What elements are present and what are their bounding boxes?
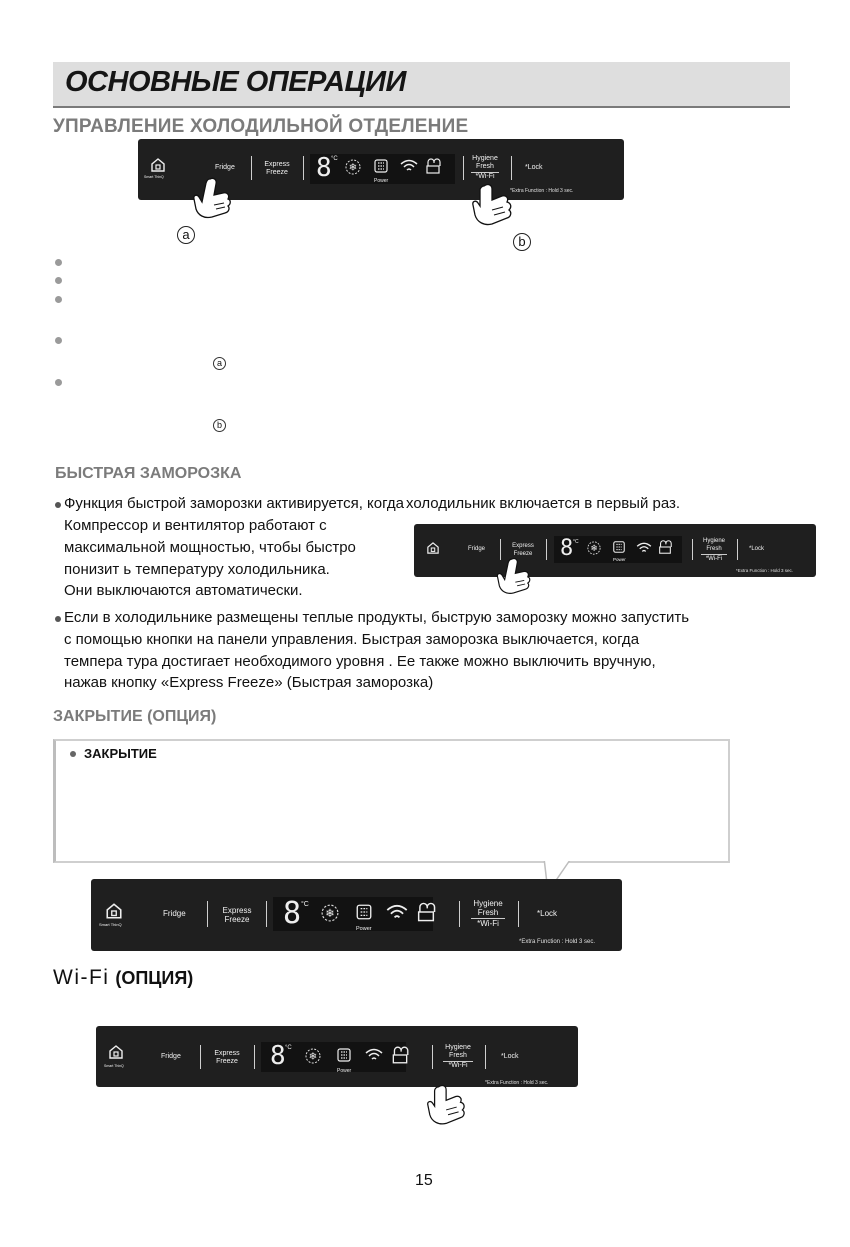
wifi-icon: [386, 904, 408, 926]
fridge-button[interactable]: Fridge: [163, 909, 186, 918]
hygiene-label: Hygiene: [472, 155, 498, 162]
degree-unit: °C: [285, 1045, 292, 1051]
power-label: Power: [356, 926, 372, 932]
extra-function-note: *Extra Function : Hold 3 sec.: [485, 1080, 549, 1086]
divider: [518, 901, 519, 927]
express-para1-line2: Компрессор и вентилятор работают с: [64, 517, 327, 534]
express-label: Express: [222, 906, 252, 915]
wifi-star: *: [475, 173, 479, 180]
lock-button[interactable]: *Lock: [749, 546, 765, 552]
express-para1-line5: Они выключаются автоматически.: [64, 582, 303, 599]
hand-pointer-icon: [425, 1080, 473, 1143]
section-heading-lock: ЗАКРЫТИЕ (ОПЦИЯ): [53, 708, 217, 725]
divider: [254, 1045, 255, 1069]
lock-icon: [657, 539, 673, 560]
express-para1-line3: максимальной мощностью, чтобы быстро: [64, 539, 356, 556]
svg-text:❄: ❄: [348, 162, 358, 174]
control-panel-2: [414, 524, 816, 577]
divider: [546, 539, 547, 560]
divider: [266, 901, 267, 927]
lock-button[interactable]: *Lock: [501, 1053, 519, 1060]
hygiene-label: Hygiene: [702, 538, 725, 544]
express-freeze-button[interactable]: [263, 161, 291, 177]
hygiene-fresh-button[interactable]: [701, 537, 727, 563]
divider: [207, 901, 208, 927]
bullet: [55, 296, 62, 303]
power-icon: [355, 903, 373, 926]
express-freeze-icon: [587, 541, 601, 560]
hygiene-fresh-button[interactable]: [443, 1044, 473, 1070]
callout-a: a: [177, 226, 195, 244]
express-para2-line1: Если в холодильнике размещены теплые продукты, быструю заморозку можно запустить: [64, 609, 690, 626]
wifi-icon: [365, 1048, 383, 1067]
wifi-star: *: [448, 1062, 452, 1069]
fridge-button[interactable]: Fridge: [468, 546, 486, 552]
section-heading-express-freeze: БЫСТРАЯ ЗАМОРОЗКА: [55, 465, 242, 482]
lock-box-title: ЗАКРЫТИЕ: [84, 746, 157, 761]
hand-pointer-icon: [190, 175, 235, 235]
page-title-bar: [53, 62, 790, 108]
extra-function-note: *Extra Function : Hold 3 sec.: [519, 939, 596, 945]
express-label: Express: [512, 543, 534, 549]
lock-info-box: [53, 739, 730, 863]
lock-button[interactable]: *Lock: [525, 164, 543, 171]
wifi-icon: [400, 159, 418, 178]
express-para2-line4: нажав кнопку «Express Freeze» (Быстрая заморозка): [64, 674, 434, 691]
power-label: Power: [613, 557, 626, 562]
express-para1-line4: понизит ь температуру холодильника.: [64, 561, 330, 578]
page-number: 15: [415, 1172, 433, 1189]
extra-function-note: *Extra Function : Hold 3 sec.: [510, 188, 574, 194]
divider: [463, 156, 464, 180]
wifi-label: Wi-Fi: [708, 556, 723, 562]
power-label: Power: [374, 178, 389, 184]
wifi-star: *: [705, 556, 709, 562]
wifi-heading-a: Wi-Fi: [53, 966, 110, 989]
freeze-label: Freeze: [216, 1058, 238, 1065]
power-icon: [373, 158, 389, 179]
express-para2-line3: темпера тура достигает необходимого уровня . Ее также можно выключить вручную,: [64, 653, 656, 670]
fresh-label: Fresh: [706, 546, 722, 552]
page-title: ОСНОВНЫЕ ОПЕРАЦИИ: [65, 66, 406, 98]
wifi-icon: [636, 541, 652, 559]
express-para1-line1a: Функция быстрой заморозки активируется, когда: [64, 495, 405, 512]
express-freeze-button[interactable]: [221, 906, 253, 924]
section-heading-fridge-control: УПРАВЛЕНИЕ ХОЛОДИЛЬНОЙ ОТДЕЛЕНИЕ: [53, 116, 469, 137]
express-freeze-icon: [321, 904, 339, 927]
svg-text:❄: ❄: [308, 1051, 318, 1063]
bullet: [70, 751, 76, 757]
temperature-digit: 8: [270, 1041, 286, 1071]
hygiene-fresh-button[interactable]: [471, 155, 499, 181]
bullet: [55, 277, 62, 284]
bullet: [55, 379, 62, 386]
divider: [432, 1045, 433, 1069]
freeze-label: Freeze: [513, 551, 533, 557]
temperature-digit: 8: [560, 536, 574, 561]
power-icon: [336, 1047, 352, 1068]
express-label: Express: [214, 1050, 240, 1057]
temperature-digit: 8: [283, 896, 302, 931]
lock-icon: [390, 1045, 410, 1070]
express-freeze-icon: [345, 159, 361, 180]
fresh-label: Fresh: [476, 163, 494, 170]
divider: [251, 156, 252, 180]
control-panel-3: [91, 879, 622, 951]
express-para1-line1b: холодильник включается в первый раз.: [406, 495, 681, 512]
bullet: [55, 616, 61, 622]
smart-thinq-label: Smart ThinQ: [144, 175, 164, 179]
divider: [692, 539, 693, 560]
wifi-heading-b: (ОПЦИЯ): [115, 968, 194, 988]
smart-thinq-icon: [426, 541, 440, 559]
divider: [485, 1045, 486, 1069]
divider: [737, 539, 738, 560]
freeze-label: Freeze: [266, 169, 288, 176]
fridge-button[interactable]: Fridge: [161, 1053, 181, 1060]
express-para1-line1: [64, 493, 680, 514]
wifi-label: Wi-Fi: [480, 919, 499, 928]
wifi-label: Wi-Fi: [451, 1062, 468, 1069]
bullet: [55, 337, 62, 344]
express-freeze-button[interactable]: [213, 1050, 241, 1066]
freeze-label: Freeze: [224, 915, 250, 924]
divider: [200, 1045, 201, 1069]
divider: [459, 901, 460, 927]
power-label: Power: [337, 1068, 352, 1074]
express-freeze-icon: [305, 1048, 321, 1069]
extra-function-note: *Extra Function : Hold 3 sec.: [736, 568, 794, 573]
degree-unit: °C: [301, 901, 309, 908]
fresh-label: Fresh: [477, 908, 499, 917]
wifi-heading: [53, 966, 193, 990]
smart-thinq-label: Smart ThinQ: [99, 922, 122, 927]
divider: [303, 156, 304, 180]
svg-text:❄: ❄: [590, 544, 598, 555]
svg-text:❄: ❄: [325, 906, 335, 920]
hand-pointer-icon: [470, 180, 520, 243]
temperature-digit: 8: [316, 153, 332, 183]
wifi-star: *: [477, 919, 481, 928]
bullet: [55, 502, 61, 508]
callout-b-ref: b: [213, 419, 226, 432]
control-panel-4: [96, 1026, 578, 1087]
fridge-button[interactable]: Fridge: [215, 164, 235, 171]
express-label: Express: [264, 161, 290, 168]
hygiene-label: Hygiene: [473, 899, 503, 908]
callout-a-ref: a: [213, 357, 226, 370]
degree-unit: °C: [573, 539, 579, 545]
hand-pointer-icon: [494, 555, 534, 610]
degree-unit: °C: [331, 156, 338, 162]
smart-thinq-label: Smart ThinQ: [104, 1064, 124, 1068]
divider: [511, 156, 512, 180]
express-para2-line2: с помощью кнопки на панели управления. Быстрая заморозка выключается, когда: [64, 631, 640, 648]
lock-icon: [415, 901, 437, 928]
callout-b: b: [513, 233, 531, 251]
lock-button[interactable]: *Lock: [537, 909, 558, 918]
hygiene-label: Hygiene: [445, 1044, 471, 1051]
lock-icon: [424, 157, 442, 180]
hygiene-fresh-button[interactable]: [471, 899, 505, 928]
fresh-label: Fresh: [449, 1052, 467, 1059]
bullet: [55, 259, 62, 266]
wifi-label: Wi-Fi: [478, 173, 495, 180]
